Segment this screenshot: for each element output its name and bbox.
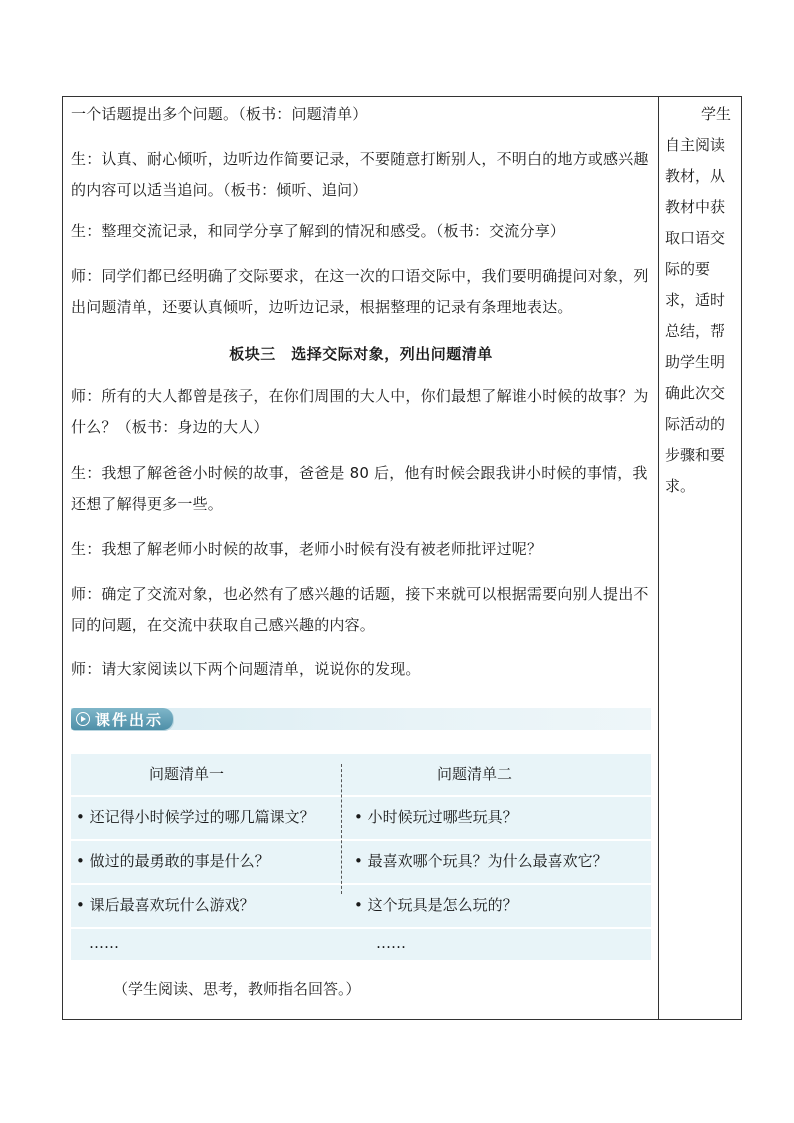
bullet: • <box>354 808 363 826</box>
list-item <box>76 795 315 839</box>
paragraph: 生：我想了解爸爸小时候的故事，爸爸是 80 后，他有时候会跟我讲小时候的事情，我还想了解得更多一些。 <box>71 464 648 513</box>
side-line: 教材中获 <box>665 198 726 216</box>
side-line: 自主阅读 <box>665 136 726 154</box>
list-item-text: 小时候玩过哪些玩具？ <box>367 808 518 826</box>
list-item-text: 做过的最勇敢的事是什么？ <box>89 852 270 870</box>
side-line: 学生 <box>701 105 732 123</box>
closing-note: （学生阅读、思考，教师指名回答。） <box>113 980 361 998</box>
courseware-banner <box>71 708 651 730</box>
side-line: 步骤和要 <box>665 446 726 464</box>
paragraph: 生：我想了解老师小时候的故事，老师小时候有没有被老师批评过呢？ <box>71 540 543 558</box>
list-item <box>76 839 270 883</box>
paragraph: 生：认真、耐心倾听，边听边作简要记录，不要随意打断别人，不明白的地方或感兴趣的内容可以适当追问。（板书：倾听、追问） <box>71 150 649 199</box>
side-column <box>665 99 735 502</box>
bullet: • <box>76 852 85 870</box>
list-ellipsis: …… <box>89 934 119 952</box>
row-separator <box>71 927 651 929</box>
side-line: 助学生明 <box>665 353 726 371</box>
side-line: 际活动的 <box>665 415 726 433</box>
courseware-tab <box>71 708 173 730</box>
side-line: 求。 <box>665 477 696 495</box>
side-line: 求，适时 <box>665 291 726 309</box>
paragraph: 一个话题提出多个问题。（板书：问题清单） <box>71 105 368 123</box>
list-ellipsis: …… <box>376 934 406 952</box>
bullet: • <box>76 896 85 914</box>
list-item <box>354 795 518 839</box>
side-line: 教材，从 <box>665 167 726 185</box>
bullet: • <box>354 896 363 914</box>
paragraph: 师：确定了交流对象，也必然有了感兴趣的话题，接下来就可以根据需要向别人提出不同的问题，在交流中获取自己感兴趣的内容。 <box>71 585 649 634</box>
side-line: 际的要 <box>665 260 711 278</box>
bullet: • <box>354 852 363 870</box>
section-heading: 板块三 选择交际对象，列出问题清单 <box>229 345 493 363</box>
list-item-text: 最喜欢哪个玩具？为什么最喜欢它？ <box>367 852 608 870</box>
list-item-text: 课后最喜欢玩什么游戏？ <box>89 896 255 914</box>
column-divider <box>658 97 659 1019</box>
play-icon <box>76 712 90 726</box>
list-item <box>354 839 608 883</box>
list-item-text: 还记得小时候学过的哪几篇课文？ <box>89 808 315 826</box>
side-line: 确此次交 <box>665 384 726 402</box>
side-line: 取口语交 <box>665 229 726 247</box>
courseware-label: 课件出示 <box>95 710 164 729</box>
paragraph: 师：所有的大人都曾是孩子，在你们周围的大人中，你们最想了解谁小时候的故事？为什么？（板书：身边的大人） <box>71 387 649 436</box>
list-one-title: 问题清单一 <box>149 765 225 783</box>
paragraph: 师：请大家阅读以下两个问题清单，说说你的发现。 <box>71 660 421 678</box>
lesson-table <box>62 96 742 1020</box>
bullet: • <box>76 808 85 826</box>
side-line: 总结，帮 <box>665 322 726 340</box>
paragraph: 师：同学们都已经明确了交际要求，在这一次的口语交际中，我们要明确提问对象，列出问题清单，还要认真倾听，边听边记录，根据整理的记录有条理地表达。 <box>71 267 649 316</box>
list-divider <box>341 764 342 894</box>
list-item-text: 这个玩具是怎么玩的？ <box>367 896 518 914</box>
paragraph: 生：整理交流记录，和同学分享了解到的情况和感受。（板书：交流分享） <box>71 222 566 240</box>
question-lists <box>71 754 651 960</box>
list-two-title: 问题清单二 <box>437 765 513 783</box>
